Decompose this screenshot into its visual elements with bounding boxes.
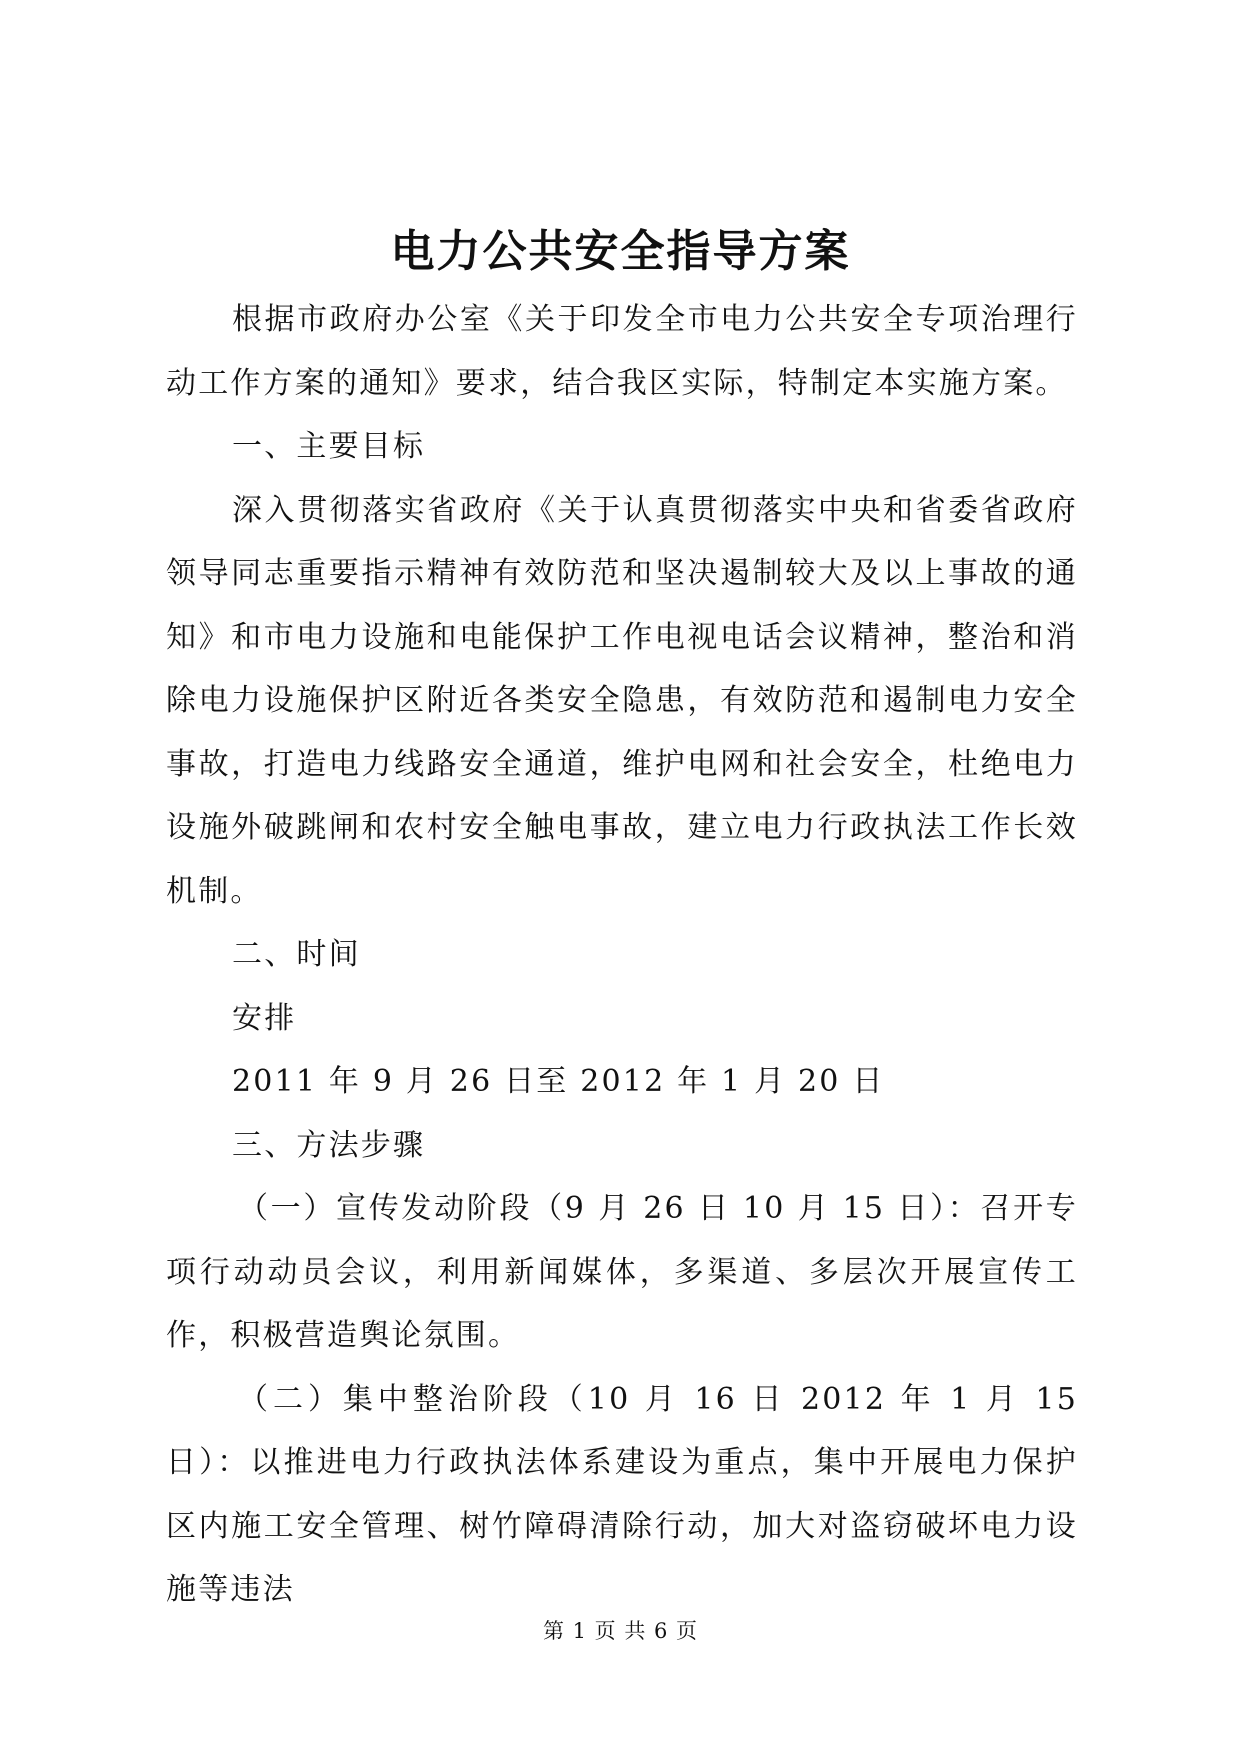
page-footer: 第 1 页 共 6 页 (542, 1619, 699, 1643)
goals-paragraph: 深入贯彻落实省政府《关于认真贯彻落实中央和省委省政府领导同志重要指示精神有效防范和坚决遏制较大及以上事故的通知》和市电力设施和电能保护工作电视电话会议精神，整治和消除电力设施保护区附近各类安全隐患，有效防范和遏制电力安全事故，打造电力线路安全通道，维护电网和社会安全，杜绝电力设施外破跳闸和农村安全触电事故，建立电力行政执法工作长效机制。 (166, 492, 1078, 909)
section-heading-time: 二、时间 (232, 937, 361, 972)
document-body (166, 288, 1078, 1622)
step-two-paragraph: （二）集中整治阶段（10 月 16 日 2012 年 1 月 15 日）：以推进电力行政执法体系建设为重点，集中开展电力保护区内施工安全管理、树竹障碍清除行动，加大对盗窃破坏电力设施等违法 (166, 1381, 1078, 1607)
time-range: 2011 年 9 月 26 日至 2012 年 1 月 20 日 (232, 1064, 885, 1099)
section-heading-goals: 一、主要目标 (232, 429, 426, 464)
time-label: 安排 (232, 1000, 297, 1036)
document-title: 电力公共安全指导方案 (390, 226, 851, 277)
section-heading-steps: 三、方法步骤 (232, 1127, 426, 1163)
step-one-paragraph: （一）宣传发动阶段（9 月 26 日 10 月 15 日）：召开专项行动动员会议，利用新闻媒体，多渠道、多层次开展宣传工作，积极营造舆论氛围。 (166, 1191, 1078, 1353)
intro-paragraph: 根据市政府办公室《关于印发全市电力公共安全专项治理行动工作方案的通知》要求，结合我区实际，特制定本实施方案。 (166, 302, 1078, 401)
